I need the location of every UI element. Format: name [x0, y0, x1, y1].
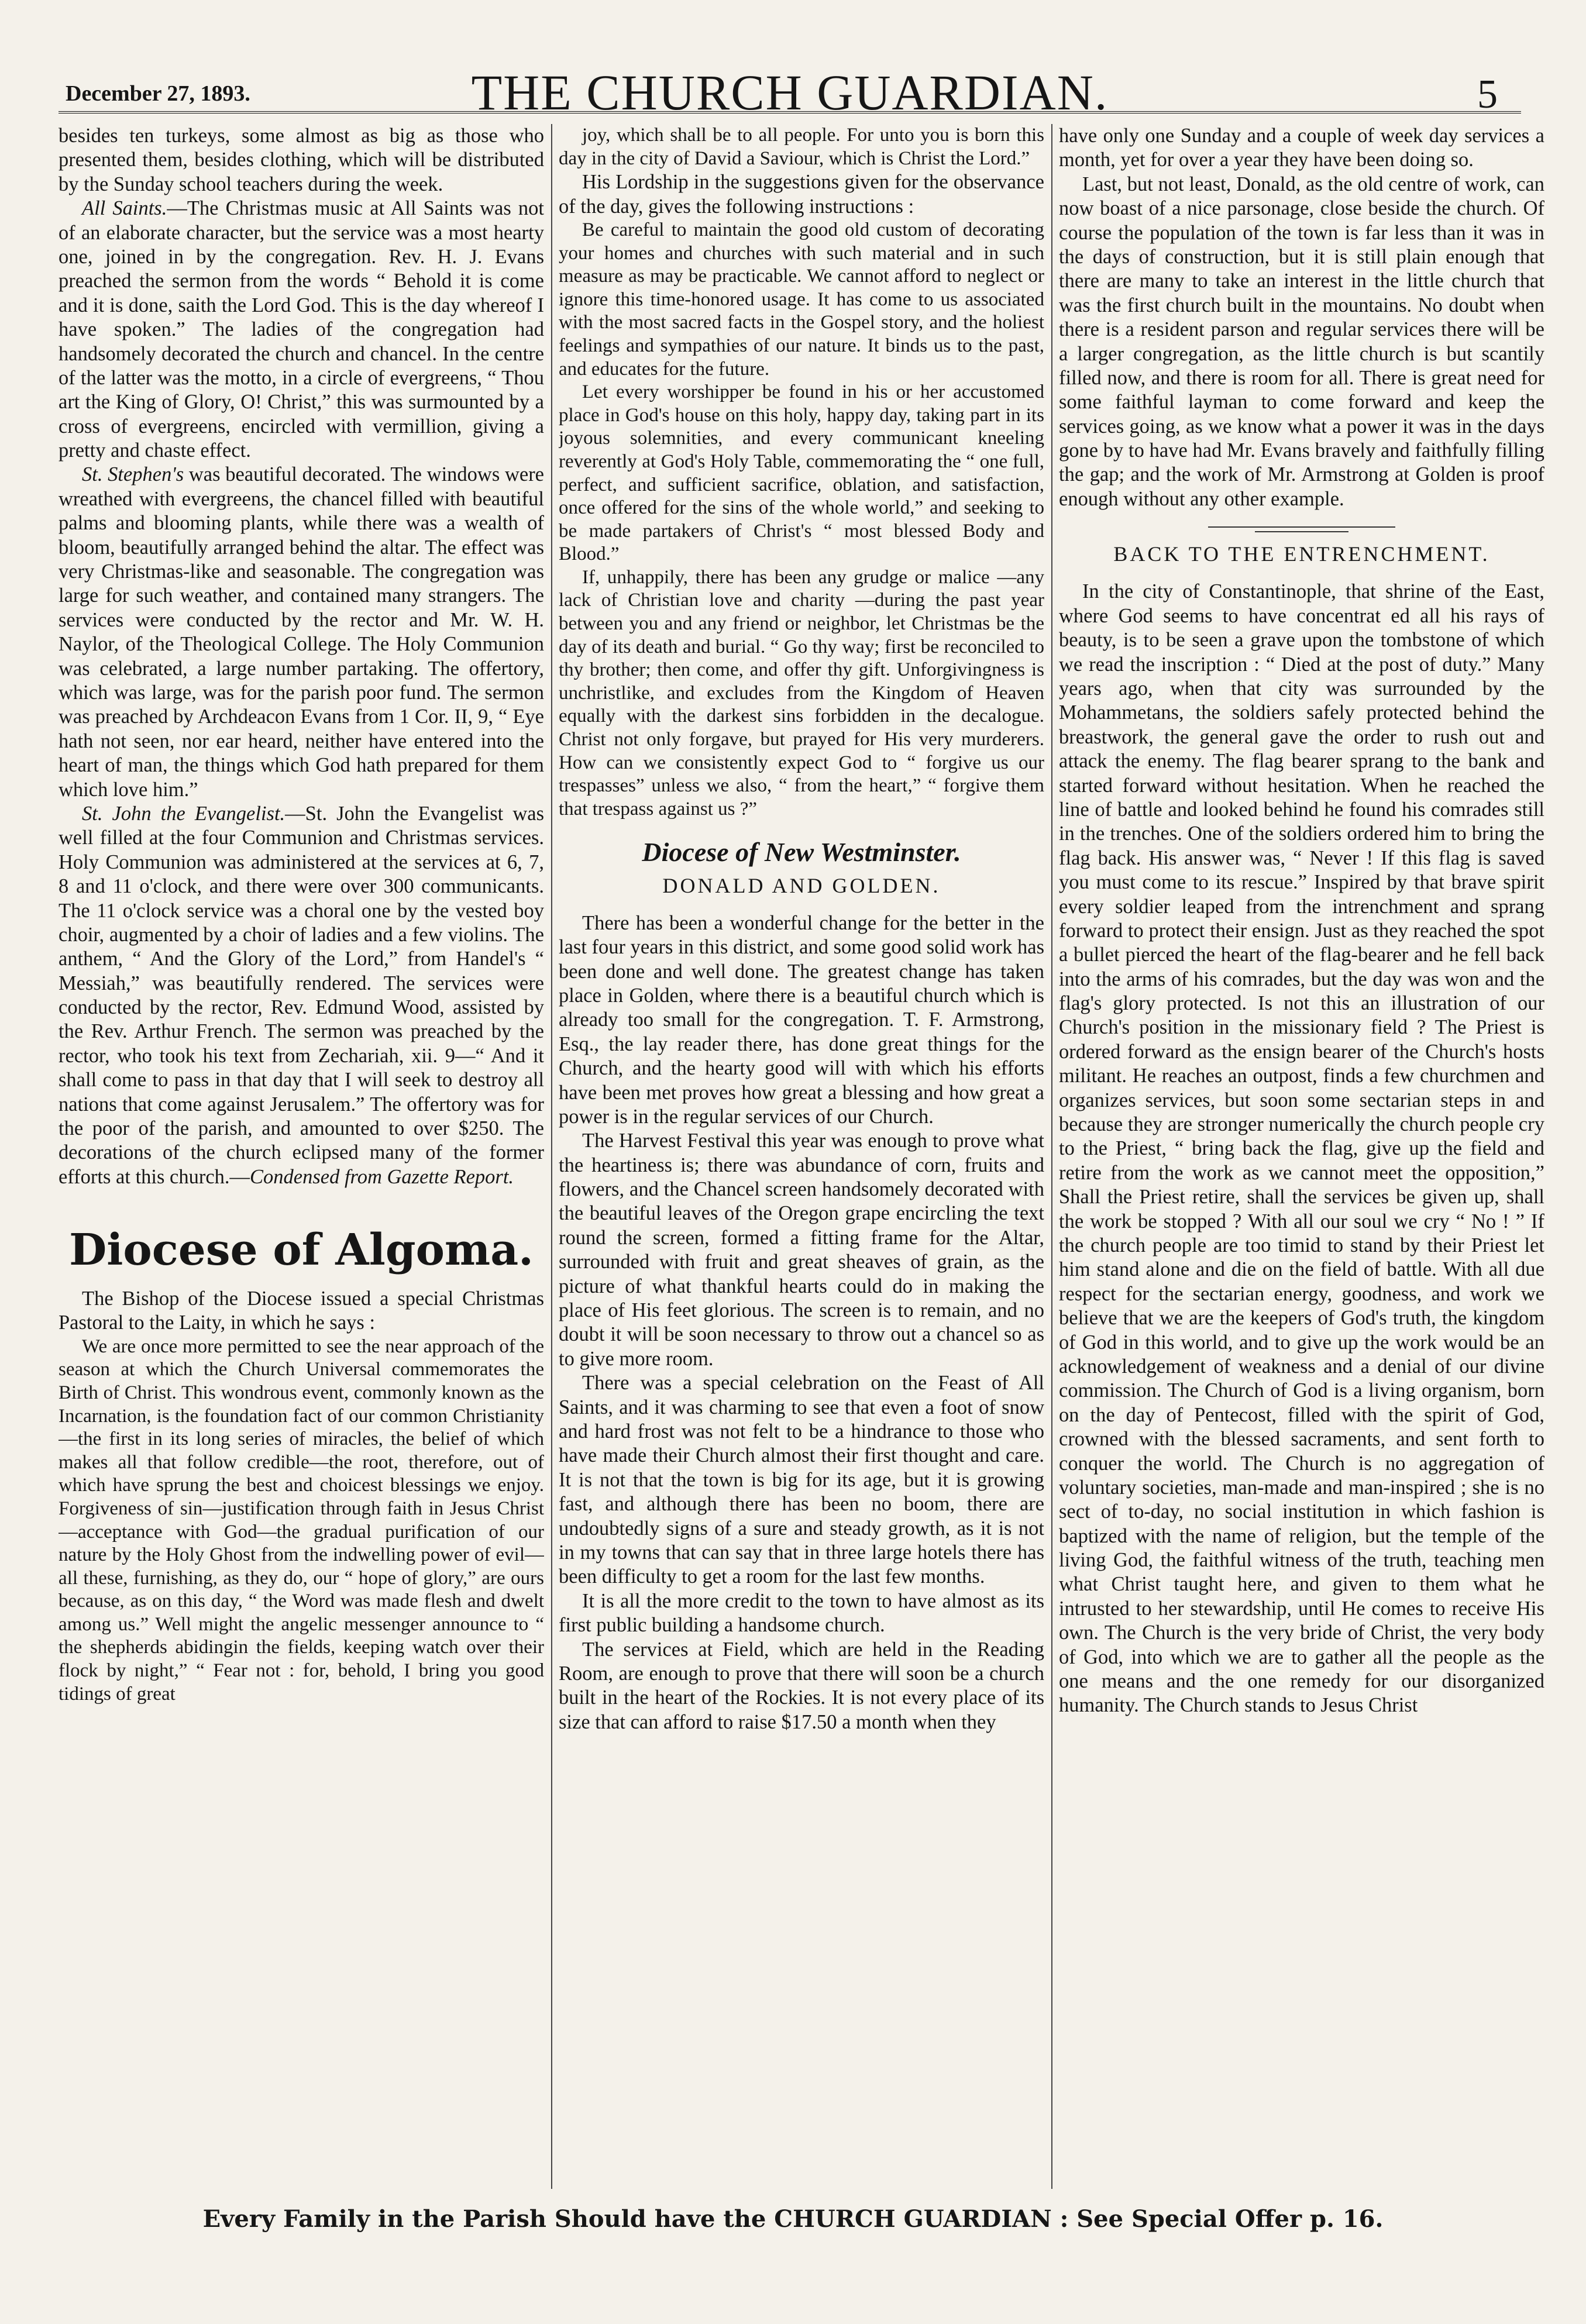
paragraph: There has been a wonderful change for the better in the last four years in this district, and some good solid work has been done and well done. The greatest change has taken place in Golden, where there is a beautiful church which is already too small for the congregation. T. F. Armstrong, Esq., the lay reader there, has done great things for the Church, and the hearty good will with which his efforts have been met proves how great a blessing and how great a power is in the regular services of our Church. [559, 911, 1044, 1128]
article-subhead: BACK TO THE ENTRENCHMENT. [1113, 542, 1490, 566]
paragraph-text: —St. John the Evangelist was well filled at the four Communion and Christmas services. Holy Communion was administered at the services at 6, 7, 8 and 11 o'clock, and there were over 300 communicants. The 11 o'clock service was a choral one by the vested boy choir, augmented by a choir of ladies and a few violins. The anthem, “ And the Glory of the Lord,” from Handel's “ Messiah,” was beautifully rendered. The services were conducted by the rector, Rev. Edmund Wood, assisted by the Rev. Arthur French. The sermon was preached by the rector, who took his text from Zechariah, xii. 9—“ And it shall come to pass in that day that I will seek to destroy all nations that come against Jerusalem.” The offertory was for the poor of the parish, and amounted to over $250. The decorations of the church eclipsed many of the former efforts at this church.— [59, 802, 544, 1188]
column-divider [1051, 124, 1052, 2189]
pastoral-quote: If, unhappily, there has been any grudge or malice —any lack of Christian love and charity —during the past year between you and any friend or neighbor, let Christmas be the day of its death and burial. “ Go thy way; first be reconciled to thy brother; then come, and offer thy gift. Unforgivingness is unchristlike, and excludes from the Kingdom of Heaven equally with the darkest sins forbidden in the decalogue. Christ not only forgave, but prayed for His very murderers. How can we consistently expect God to “ forgive us our trespasses” unless we also, “ from the heart,” “ forgive them that trespass against us ?” [559, 566, 1044, 820]
paragraph: In the city of Constantinople, that shrine of the East, where God seems to have concentrat ed all his rays of beauty, is to be seen a grave upon the tombstone of which we read the inscription : “ Died at the post of duty.” Many years ago, when that city was surrounded by the Mohammetans, the soldiers safely protected behind the breastwork, the general gave the order to rush out and attack the enemy. The flag bearer sprang to the bank and started forward without hesitation. When he reached the line of battle and looked behind he found his comrades still in the trenches. One of the soldiers ordered him to bring the flag back. His answer was, “ Never ! If this flag is saved you must come to its rescue.” Inspired by that brave spirit every soldier leaped from the intrenchment and sprang forward to protect their ensign. Just as they reached the spot a bullet pierced the heart of the flag-bearer and he fell back into the arms of his comrades, but the day was won and the flag's glory protected. Is not this an illustration of our Church's position in the missionary field ? The Priest is ordered forward as the ensign bearer of the Church's hosts militant. He reaches an outpost, finds a few churchmen and organizes services, but soon some sectarian steps in and because they are stronger numerically the church people cry to the Priest, “ bring back the flag, give up the field and retire from the work as we cannot meet the opposition,” Shall the Priest retire, shall the services be given up, shall the work be stopped ? With all our soul we cry “ No ! ” If the church people are too timid to stand by their Priest let him stand alone and die on the field of battle. With all due respect for the sectarian energy, goodness, and work we believe that we are the keepers of God's truth, the kingdom of God in this world, and to give up the work would be an acknowledgement of weakness and a denial of our divine commission. The Church of God is a living organism, born on the day of Pentecost, filled with the spirit of God, crowned with the blessed sacraments, and sent forth to conquer the world. The Church is no aggregation of voluntary societies, man-made and man-inspired ; she is no sect of to-day, no social institution in which fashion is baptized with the name of religion, but the temple of the living God, the faithful witness of the truth, teaching men what Christ taught here, and given to them what he intrusted to her stewardship, until He comes to receive His own. The Church is the very bride of Christ, the very body of God, into which we are to gather all the people as the one means and the one remedy for our disorganized humanity. The Church stands to Jesus Christ [1059, 580, 1544, 1717]
pastoral-quote: joy, which shall be to all people. For unto you is born this day in the city of David a Saviour, which is Christ the Lord.” [559, 125, 1044, 169]
pastoral-quote: We are once more permitted to see the near approach of the season at which the Church Universal commemorates the Birth of Christ. This wondrous event, commonly known as the Incarnation, is the foundation fact of our common Christianity—the first in its long series of miracles, the belief of which makes all that follow credible—the root, therefore, out of which have sprung the best and choicest blessings we enjoy. Forgiveness of sin—justification through faith in Jesus Christ—acceptance with God—the gradual purification of our nature by the Holy Ghost from the indwelling power of evil—all these, furnishing, as they do, our “ hope of glory,” are ours because, as on this day, “ the Word was made flesh and dwelt among us.” Well might the angelic messenger announce to “ the shepherds abidingin the fields, keeping watch over their flock by night,” “ Fear not : for, behold, I bring you good tidings of great [59, 1335, 544, 1705]
section-heading-new-westminster: Diocese of New Westminster. [642, 837, 961, 867]
column-1 [59, 124, 544, 2189]
parish-lead: St. John the Evangelist. [82, 802, 285, 825]
paragraph: There was a special celebration on the Feast of All Saints, and it was charming to see that even a foot of snow and hard frost was not felt to be a hindrance to those who have made their Church almost their first thought and care. It is not that the town is big for its age, but it is growing fast, and although there has been no boom, there are undoubtedly signs of a sure and steady growth, as it is not in my towns that can say that in three large hotels there has been difficulty to get a room for the last few months. [559, 1372, 1044, 1588]
paragraph [59, 802, 544, 1189]
section-heading-algoma: Diocese of Algoma. [69, 1225, 534, 1276]
column-divider [551, 124, 552, 2189]
page-header [59, 35, 1521, 120]
paragraph: besides ten turkeys, some almost as big as those who presented them, besides clothing, which will be distributed by the Sunday school teachers during the week. [59, 125, 544, 195]
page-number: 5 [1477, 72, 1498, 117]
page-footer: Every Family in the Parish Should have the CHURCH GUARDIAN : See Special Offer p. 16. [202, 2205, 1384, 2233]
paragraph: It is all the more credit to the town to have almost as its first public building a handsome church. [559, 1589, 1044, 1637]
paragraph-text: —The Christmas music at All Saints was not of an elaborate character, but the service was a most hearty one, joined in by the congregation. Rev. H. J. Evans preached the sermon from the words “ Behold it is come and it is done, saith the Lord God. This is the day whereof I have spoken.” The ladies of the congregation had handsomely decorated the church and chancel. In the centre of the latter was the motto, in a circle of evergreens, “ Thou art the King of Glory, O! Christ,” this was surmounted by a cross of evergreens, encircled with vermillion, giving a pretty and chaste effect. [59, 197, 544, 462]
paragraph [59, 197, 544, 463]
pastoral-quote: Be careful to maintain the good old custom of decorating your homes and churches with such material and in such measure as may be practicable. We cannot afford to neglect or ignore this time-honored usage. It has come to us associated with the most sacred facts in the Gospel story, and the holiest feelings and sympathies of our nature. It binds us to the past, and educates for the future. [559, 219, 1044, 380]
paragraph: The Harvest Festival this year was enough to prove what the heartiness is; there was abundance of corn, fruits and flowers, and the Chancel screen handsomely decorated with the beautiful leaves of the Oregon grape encircling the text round the screen, formed a fitting frame for the Altar, surrounded with fruit and great sheaves of grain, as the picture of what thankful hearts could do in making the place of His feet glorious. The screen is to remain, and no doubt it will be soon necessary to throw out a chancel so as to give more room. [559, 1130, 1044, 1370]
paragraph [59, 463, 544, 801]
pastoral-quote: Let every worshipper be found in his or her accustomed place in God's house on this holy, happy day, taking part in its joyous solemnities, and every communicant kneeling reverently at God's Holy Table, commemorating the “ one full, perfect, and sufficient sacrifice, oblation, and satisfaction, once offered for the sins of the whole world,” and seeking to be made partakers of Christ's “ most blessed Body and Blood.” [559, 381, 1044, 565]
masthead-title: THE CHURCH GUARDIAN. [471, 64, 1109, 120]
paragraph: Last, but not least, Donald, as the old centre of work, can now boast of a nice parsonage, close beside the church. Of course the population of the town is far less than it was in the days of construction, but it is still plain enough that there are many to take an interest in the little church that was the first church built in the mountains. No doubt when there is a resident parson and regular services there will be a larger congregation, as the little church is but scantily filled now, and there is room for all. There is great need for some faithful layman to come forward and keep the services going, as we know what a power it was in the days gone by to have had Mr. Evans bravely and faithfully filling the gap; and the work of Mr. Armstrong at Golden is proof enough without any other example. [1059, 173, 1544, 510]
article-subhead: DONALD AND GOLDEN. [662, 873, 941, 897]
paragraph-text: was beautiful decorated. The windows were wreathed with evergreens, the chancel filled with beautiful palms and blooming plants, while there was a wealth of bloom, beautifully arranged behind the altar. The effect was very Christmas-like and seasonable. The congregation was large for such weather, and contained many strangers. The services were conducted by the rector and Mr. W. H. Naylor, of the Theological College. The Holy Communion was celebrated, a large number partaking. The offertory, which was large, was for the parish poor fund. The sermon was preached by Archdeacon Evans from 1 Cor. II, 9, “ Eye hath not seen, nor ear heard, neither have entered into the heart of man, the things which God hath prepared for them which love him.” [59, 463, 544, 801]
paragraph: have only one Sunday and a couple of week day services a month, yet for over a year they have been doing so. [1059, 125, 1544, 171]
column-2 [559, 124, 1044, 2189]
section-rule [1208, 526, 1395, 528]
parish-lead: All Saints. [82, 197, 167, 220]
column-3 [1059, 124, 1544, 2189]
report-credit: Condensed from Gazette Report. [250, 1165, 514, 1188]
issue-date: December 27, 1893. [66, 81, 250, 106]
paragraph: His Lordship in the suggestions given for the observance of the day, gives the following instructions : [559, 171, 1044, 218]
parish-lead: St. Stephen's [82, 463, 184, 486]
section-rule [1255, 531, 1348, 532]
paragraph: The Bishop of the Diocese issued a special Christmas Pastoral to the Laity, in which he says : [59, 1287, 544, 1334]
paragraph: The services at Field, which are held in the Reading Room, are enough to prove that there will soon be a church built in the heart of the Rockies. It is not every place of its size that can afford to raise $17.50 a month when they [559, 1638, 1044, 1733]
